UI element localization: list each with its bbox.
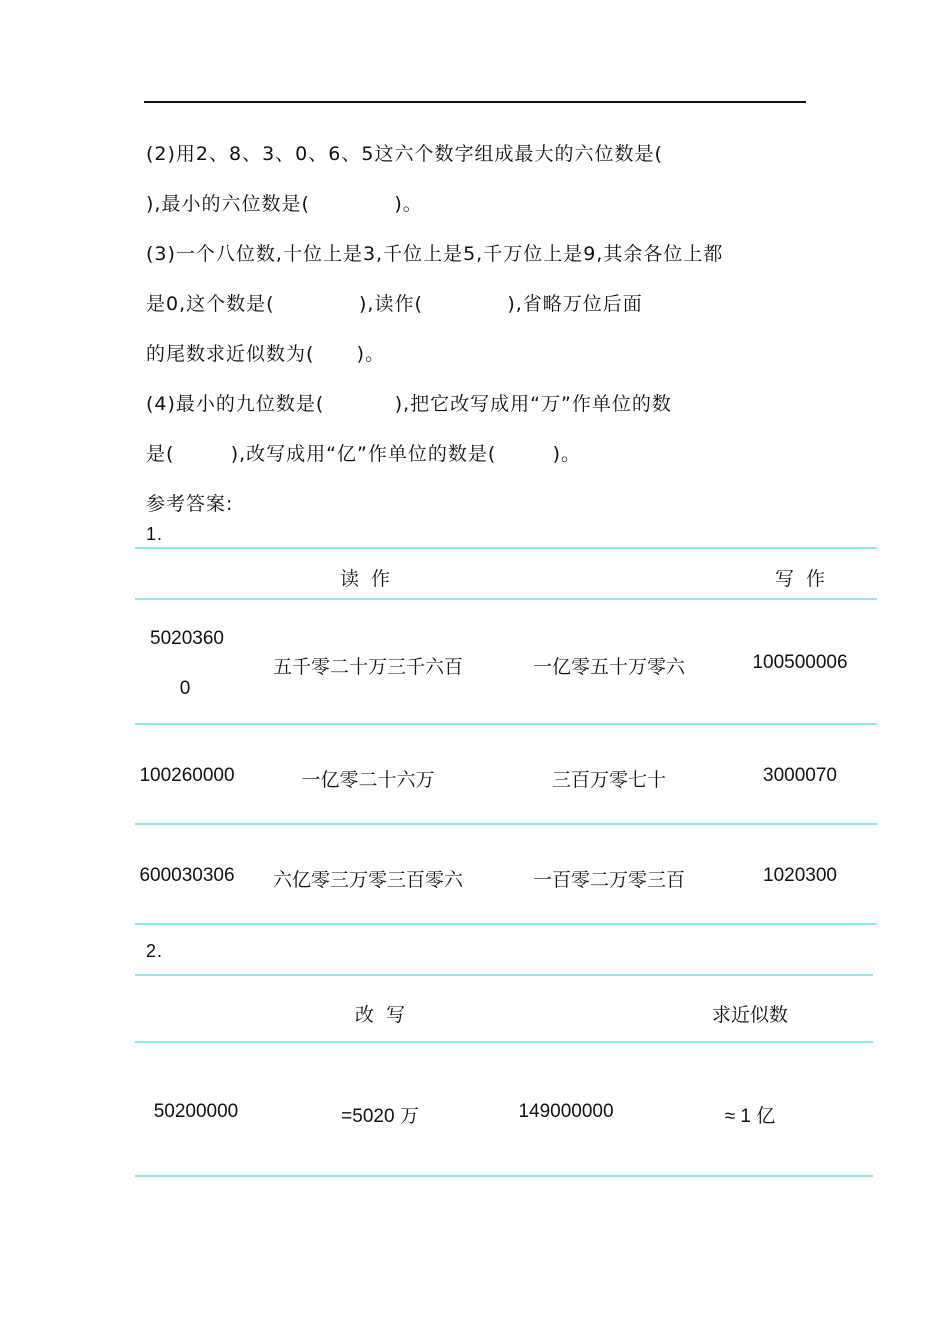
table2-rule [135,1041,873,1043]
table1-rule [135,547,877,549]
table2-index: 2. [146,941,164,961]
answers-label: 参考答案: [146,493,234,515]
table1-row1-read-b: 一亿零五十万零六 [532,656,685,678]
table1-rule [135,923,877,925]
q2-line1: (2)用2、8、3、0、6、5这六个数字组成最大的六位数是( [146,143,663,165]
table2-rule [135,1175,873,1177]
table1-row3-read-b: 一百零二万零三百 [532,869,685,891]
table1-rule [135,823,877,825]
table1-header-write: 写 作 [774,568,826,590]
q3-line1: (3)一个八位数,十位上是3,千位上是5,千万位上是9,其余各位上都 [146,243,724,265]
table1-row2-num-a: 100260000 [139,765,235,786]
table1-row2-read-a: 一亿零二十六万 [301,769,435,791]
table1-row2-num-b: 3000070 [763,765,837,786]
q2-line2: ),最小的六位数是( )。 [146,193,423,215]
table1-row1-num-b: 100500006 [752,652,848,673]
table1-row3-read-a: 六亿零三万零三百零六 [272,869,463,891]
table1-row1-num-a: 5020360 [150,628,224,649]
table1-row1-num-a-wrap: 0 [179,678,191,699]
q4-line1: (4)最小的九位数是( ),把它改写成用“万”作单位的数 [146,393,672,415]
table1-row3-num-b: 1020300 [763,865,837,886]
table1-row1-read-a: 五千零二十万三千六百 [272,656,463,678]
table2-header-approx: 求近似数 [711,1004,788,1026]
table2-approx: ≈ 1 亿 [724,1106,776,1127]
table1-rule [135,723,877,725]
table1-row3-num-a: 600030306 [139,865,235,886]
q3-line3: 的尾数求近似数为( )。 [146,343,386,365]
q4-line2: 是( ),改写成用“亿”作单位的数是( )。 [146,443,582,465]
table1-rule [135,598,877,600]
table1-header-read: 读 作 [339,568,391,590]
table1-row2-read-b: 三百万零七十 [551,769,666,791]
q3-line2: 是0,这个数是( ),读作( ),省略万位后面 [146,293,643,315]
top-rule [144,101,806,103]
table2-num-a: 50200000 [153,1101,239,1122]
table1-index: 1. [146,524,164,544]
table2-header-rewrite: 改 写 [354,1004,406,1026]
table2-rule [135,974,873,976]
table2-rewrite: =5020 万 [341,1106,419,1127]
table2-num-b: 149000000 [518,1101,614,1122]
